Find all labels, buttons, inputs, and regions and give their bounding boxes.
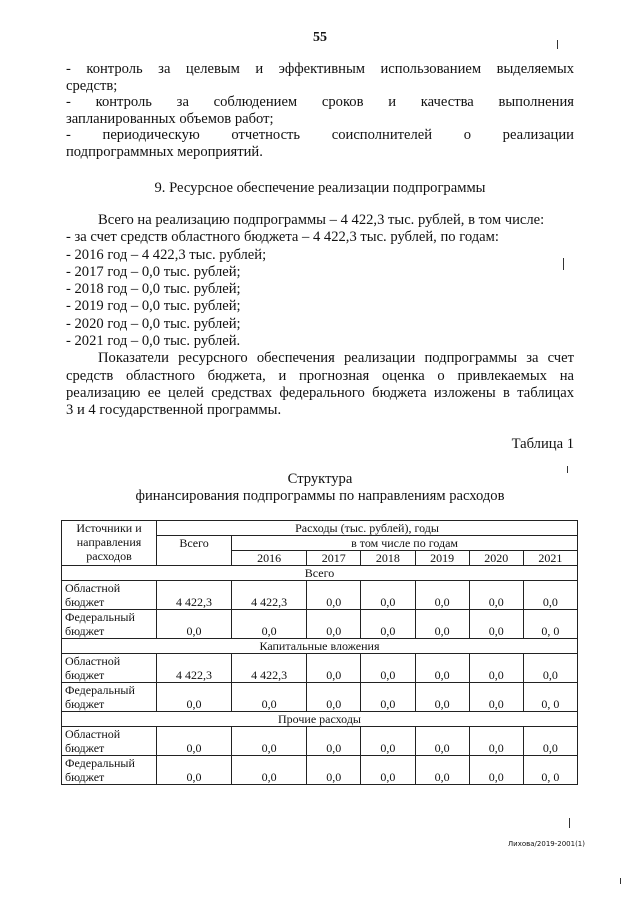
row-value: 0,0 bbox=[361, 581, 415, 610]
scan-mark bbox=[563, 258, 564, 270]
header-year-2019: 2019 bbox=[415, 551, 469, 566]
table-row bbox=[62, 756, 578, 785]
funding-block bbox=[66, 212, 574, 420]
section-row bbox=[62, 639, 578, 654]
row-value: 0,0 bbox=[307, 727, 361, 756]
row-value: 0, 0 bbox=[523, 610, 577, 639]
row-label bbox=[62, 654, 157, 683]
row-value: 0,0 bbox=[415, 683, 469, 712]
scan-mark bbox=[569, 818, 570, 828]
section-heading: 9. Ресурсное обеспечение реализации подпрограммы bbox=[154, 180, 486, 196]
row-value: 0,0 bbox=[232, 727, 307, 756]
row-value: 0,0 bbox=[361, 610, 415, 639]
funding-year-2018: - 2018 год – 0,0 тыс. рублей; bbox=[66, 281, 241, 298]
indicators-line-4: 3 и 4 государственной программы. bbox=[66, 402, 282, 419]
row-value: 0,0 bbox=[469, 610, 523, 639]
row-total: 4 422,3 bbox=[157, 581, 232, 610]
section-title: Прочие расходы bbox=[62, 712, 578, 727]
row-value: 0,0 bbox=[415, 727, 469, 756]
row-value: 0,0 bbox=[469, 727, 523, 756]
row-label bbox=[62, 581, 157, 610]
table-caption: Таблица 1 bbox=[511, 436, 574, 452]
row-value: 0,0 bbox=[469, 581, 523, 610]
header-year-2021: 2021 bbox=[523, 551, 577, 566]
funding-year-2021: - 2021 год – 0,0 тыс. рублей. bbox=[66, 333, 241, 350]
row-total: 0,0 bbox=[157, 683, 232, 712]
row-value: 0,0 bbox=[361, 683, 415, 712]
funding-year-2017: - 2017 год – 0,0 тыс. рублей; bbox=[66, 263, 241, 280]
row-label bbox=[62, 756, 157, 785]
table-row bbox=[62, 581, 578, 610]
bullet-1-line-2: средств; bbox=[66, 77, 118, 94]
row-value: 0, 0 bbox=[523, 756, 577, 785]
financing-table bbox=[61, 520, 578, 785]
row-label-line-1: Областной bbox=[65, 654, 121, 668]
scan-mark bbox=[557, 40, 558, 49]
table-title bbox=[0, 471, 640, 505]
row-label bbox=[62, 683, 157, 712]
scan-mark bbox=[620, 878, 621, 884]
table-row bbox=[62, 610, 578, 639]
header-sources-line-1: Источники и bbox=[76, 521, 142, 535]
table-title-line-1: Структура bbox=[287, 471, 353, 487]
row-total: 0,0 bbox=[157, 756, 232, 785]
row-label-line-1: Федеральный bbox=[65, 683, 135, 697]
row-label-line-1: Федеральный bbox=[65, 756, 135, 770]
table-row bbox=[62, 683, 578, 712]
header-sources-cell bbox=[62, 521, 157, 566]
row-label-line-2: бюджет bbox=[65, 595, 105, 609]
header-year-2018: 2018 bbox=[361, 551, 415, 566]
header-year-2017: 2017 bbox=[307, 551, 361, 566]
header-total: Всего bbox=[157, 536, 232, 566]
table-row bbox=[62, 654, 578, 683]
row-total: 0,0 bbox=[157, 727, 232, 756]
row-value: 0,0 bbox=[415, 654, 469, 683]
row-label-line-2: бюджет bbox=[65, 770, 105, 784]
header-by-year: в том числе по годам bbox=[232, 536, 578, 551]
row-label-line-2: бюджет bbox=[65, 741, 105, 755]
row-label bbox=[62, 610, 157, 639]
row-total: 4 422,3 bbox=[157, 654, 232, 683]
row-value: 0, 0 bbox=[523, 683, 577, 712]
row-value: 0,0 bbox=[361, 756, 415, 785]
header-year-2016: 2016 bbox=[232, 551, 307, 566]
scan-mark bbox=[567, 466, 568, 473]
indicators-line-2: средств областного бюджета, и прогнозная оценка о привлекаемых на bbox=[66, 367, 574, 384]
header-expenses: Расходы (тыс. рублей), годы bbox=[157, 521, 578, 536]
row-value: 0,0 bbox=[415, 756, 469, 785]
row-value: 0,0 bbox=[415, 610, 469, 639]
row-value: 0,0 bbox=[361, 727, 415, 756]
section-title: Капитальные вложения bbox=[62, 639, 578, 654]
row-value: 0,0 bbox=[232, 756, 307, 785]
row-label bbox=[62, 727, 157, 756]
row-value: 0,0 bbox=[469, 756, 523, 785]
footer-code: Лихова/2019-2001(1) bbox=[507, 840, 585, 848]
row-value: 0,0 bbox=[307, 610, 361, 639]
row-value: 4 422,3 bbox=[232, 581, 307, 610]
row-value: 0,0 bbox=[469, 654, 523, 683]
row-value: 0,0 bbox=[307, 683, 361, 712]
bullet-1-line-1: - контроль за целевым и эффективным использованием выделяемых bbox=[66, 61, 574, 77]
funding-year-2020: - 2020 год – 0,0 тыс. рублей; bbox=[66, 315, 241, 332]
funding-total: Всего на реализацию подпрограммы – 4 422,3 тыс. рублей, в том числе: bbox=[98, 212, 545, 228]
section-title: Всего bbox=[62, 566, 578, 581]
row-value: 0,0 bbox=[307, 756, 361, 785]
section-row bbox=[62, 712, 578, 727]
row-label-line-1: Областной bbox=[65, 727, 121, 741]
row-label-line-1: Областной bbox=[65, 581, 121, 595]
funding-regional: - за счет средств областного бюджета – 4 422,3 тыс. рублей, по годам: bbox=[66, 229, 499, 246]
row-value: 0,0 bbox=[232, 683, 307, 712]
row-label-line-2: бюджет bbox=[65, 624, 105, 638]
row-label-line-2: бюджет bbox=[65, 668, 105, 682]
bullet-2-line-2: запланированных объемов работ; bbox=[66, 110, 274, 127]
bullet-3-line-2: подпрограммных мероприятий. bbox=[66, 143, 263, 160]
indicators-line-1: Показатели ресурсного обеспечения реализации подпрограммы за счет bbox=[98, 350, 574, 367]
row-value: 0,0 bbox=[523, 727, 577, 756]
row-value: 0,0 bbox=[469, 683, 523, 712]
row-value: 0,0 bbox=[307, 581, 361, 610]
bullet-list bbox=[66, 61, 574, 161]
row-label-line-1: Федеральный bbox=[65, 610, 135, 624]
table-title-line-2: финансирования подпрограммы по направлениям расходов bbox=[135, 488, 505, 504]
row-value: 0,0 bbox=[361, 654, 415, 683]
row-label-line-2: бюджет bbox=[65, 697, 105, 711]
page-number: 55 bbox=[313, 30, 327, 45]
row-value: 0,0 bbox=[523, 654, 577, 683]
funding-year-2019: - 2019 год – 0,0 тыс. рублей; bbox=[66, 298, 241, 315]
row-value: 0,0 bbox=[415, 581, 469, 610]
header-sources-line-2: направления bbox=[76, 535, 142, 549]
row-value: 0,0 bbox=[523, 581, 577, 610]
bullet-3-line-1: - периодическую отчетность соисполнителей о реализации bbox=[66, 127, 574, 144]
header-year-2020: 2020 bbox=[469, 551, 523, 566]
row-value: 4 422,3 bbox=[232, 654, 307, 683]
table-row bbox=[62, 727, 578, 756]
row-total: 0,0 bbox=[157, 610, 232, 639]
row-value: 0,0 bbox=[307, 654, 361, 683]
section-row bbox=[62, 566, 578, 581]
table-header-row-1 bbox=[62, 521, 578, 536]
funding-year-2016: - 2016 год – 4 422,3 тыс. рублей; bbox=[66, 246, 267, 263]
bullet-2-line-1: - контроль за соблюдением сроков и качества выполнения bbox=[66, 94, 574, 111]
indicators-line-3: реализацию ее целей средствах федерального бюджета изложены в таблицах bbox=[66, 384, 574, 401]
header-sources-line-3: расходов bbox=[86, 549, 132, 563]
row-value: 0,0 bbox=[232, 610, 307, 639]
